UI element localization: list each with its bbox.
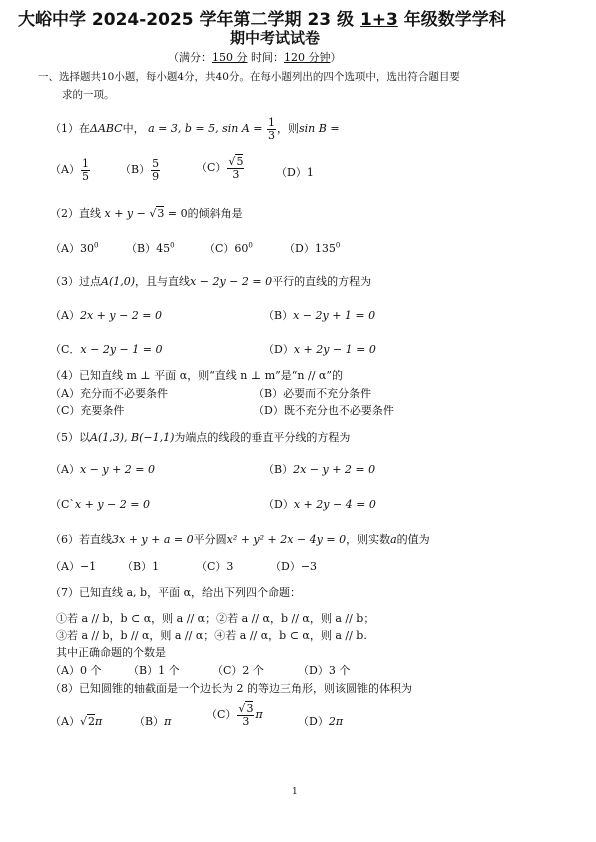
q5-option-a: （A）x − y + 2 = 0 (50, 463, 155, 476)
q1-option-a: （A） $\frac{1}{5}$ (50, 157, 89, 183)
time-value: 120 分钟 (284, 51, 331, 64)
score-value: 150 分 (212, 51, 248, 64)
q7-option-c: （C）2 个 (212, 664, 264, 677)
q7-line1: ①若 a // b，b ⊂ α，则 a // α；②若 a // α，b // α，则 a // b； (56, 612, 375, 625)
q5-stem: （5）以A(1,3), B(−1,1)为端点的线段的垂直平分线的方程为 (50, 431, 351, 444)
q3-option-a: （A）2x + y − 2 = 0 (50, 309, 162, 322)
q6-stem: （6）若直线3x + y + a = 0平分圆x² + y² + 2x − 4y = 0，则实数a的值为 (50, 533, 430, 546)
q7-option-a: （A）0 个 (50, 664, 102, 677)
q8-option-c: （C） $\frac{√3}{3}$ π (206, 702, 263, 728)
q7-option-b: （B）1 个 (128, 664, 180, 677)
q4-option-a: （A）充分而不必要条件 (50, 387, 168, 400)
page-number: 1 (292, 787, 298, 797)
q7-line3: 其中正确命题的个数是 (56, 646, 166, 659)
q3-option-c: （C．x − 2y − 1 = 0 (50, 343, 163, 356)
q5-option-d: （D）x + 2y − 4 = 0 (263, 498, 376, 511)
q6-option-c: （C）3 (196, 560, 234, 573)
q2-stem: （2）直线 x + y − √3 = 0的倾斜角是 (50, 207, 243, 220)
q6-option-a: （A）−1 (50, 560, 97, 573)
title-class: 1+3 (359, 10, 398, 30)
section-heading-line1: 一、选择题共10小题，每小题4分，共40分。在每小题列出的四个选项中，选出符合题目要 (38, 71, 460, 83)
q8-option-b: （B）π (134, 715, 172, 728)
exam-info: （满分：150 分 时间：120 分钟） (168, 51, 342, 64)
q3-option-d: （D）x + 2y − 1 = 0 (263, 343, 376, 356)
q1-option-d: （D）1 (276, 166, 314, 179)
q1-option-b: （B） $\frac{5}{9}$ (120, 157, 160, 183)
q2-option-c: $(C)60^0$ (204, 241, 253, 255)
q8-option-a: （A）√2π (50, 715, 103, 728)
q2-option-a: $(A)30^0$ (50, 241, 99, 255)
q8-option-d: （D）2π (298, 715, 344, 728)
q1-stem: （1）在ΔABC中， a = 3, b = 5, sin A = $\frac{1}{3}$ ，则sin B = (50, 116, 340, 142)
q7-option-d: （D）3 个 (298, 664, 351, 677)
q4-option-c: （C）充要条件 (50, 404, 125, 417)
exam-subtitle: 期中考试试卷 (230, 29, 321, 47)
q1-option-c: （C） $\frac{√5}{3}$ (196, 155, 244, 181)
q6-option-d: （D）−3 (270, 560, 318, 573)
q3-stem: （3）过点A(1,0)，且与直线x − 2y − 2 = 0平行的直线的方程为 (50, 275, 372, 288)
section-heading-line2: 求的一项。 (62, 89, 115, 101)
q8-stem: （8）已知圆锥的轴截面是一个边长为 2 的等边三角形，则该圆锥的体积为 (50, 682, 412, 695)
q4-option-b: （B）必要而不充分条件 (253, 387, 372, 400)
q4-option-d: （D）既不充分也不必要条件 (253, 404, 394, 417)
q3-option-b: （B）x − 2y + 1 = 0 (263, 309, 376, 322)
q7-line2: ③若 a // b，b // α，则 a // α；④若 a // α，b ⊂ α，则 a // b. (56, 629, 367, 642)
q4-stem: （4）已知直线 m ⊥ 平面 α，则“直线 n ⊥ m”是“n // α”的 (50, 369, 343, 382)
title-prefix: 大峪中学 2024-2025 学年第二学期 23 级 (18, 10, 355, 30)
q5-option-c: （C`x + y − 2 = 0 (50, 498, 150, 511)
q2-option-d: $(D)135^0$ (284, 241, 341, 255)
title-suffix: 年级数学学科 (403, 10, 506, 30)
q5-option-b: （B）2x − y + 2 = 0 (263, 463, 376, 476)
q7-stem: （7）已知直线 a, b，平面 α，给出下列四个命题： (50, 586, 302, 599)
q6-option-b: （B）1 (122, 560, 160, 573)
q2-option-b: $(B)45^0$ (126, 241, 175, 255)
